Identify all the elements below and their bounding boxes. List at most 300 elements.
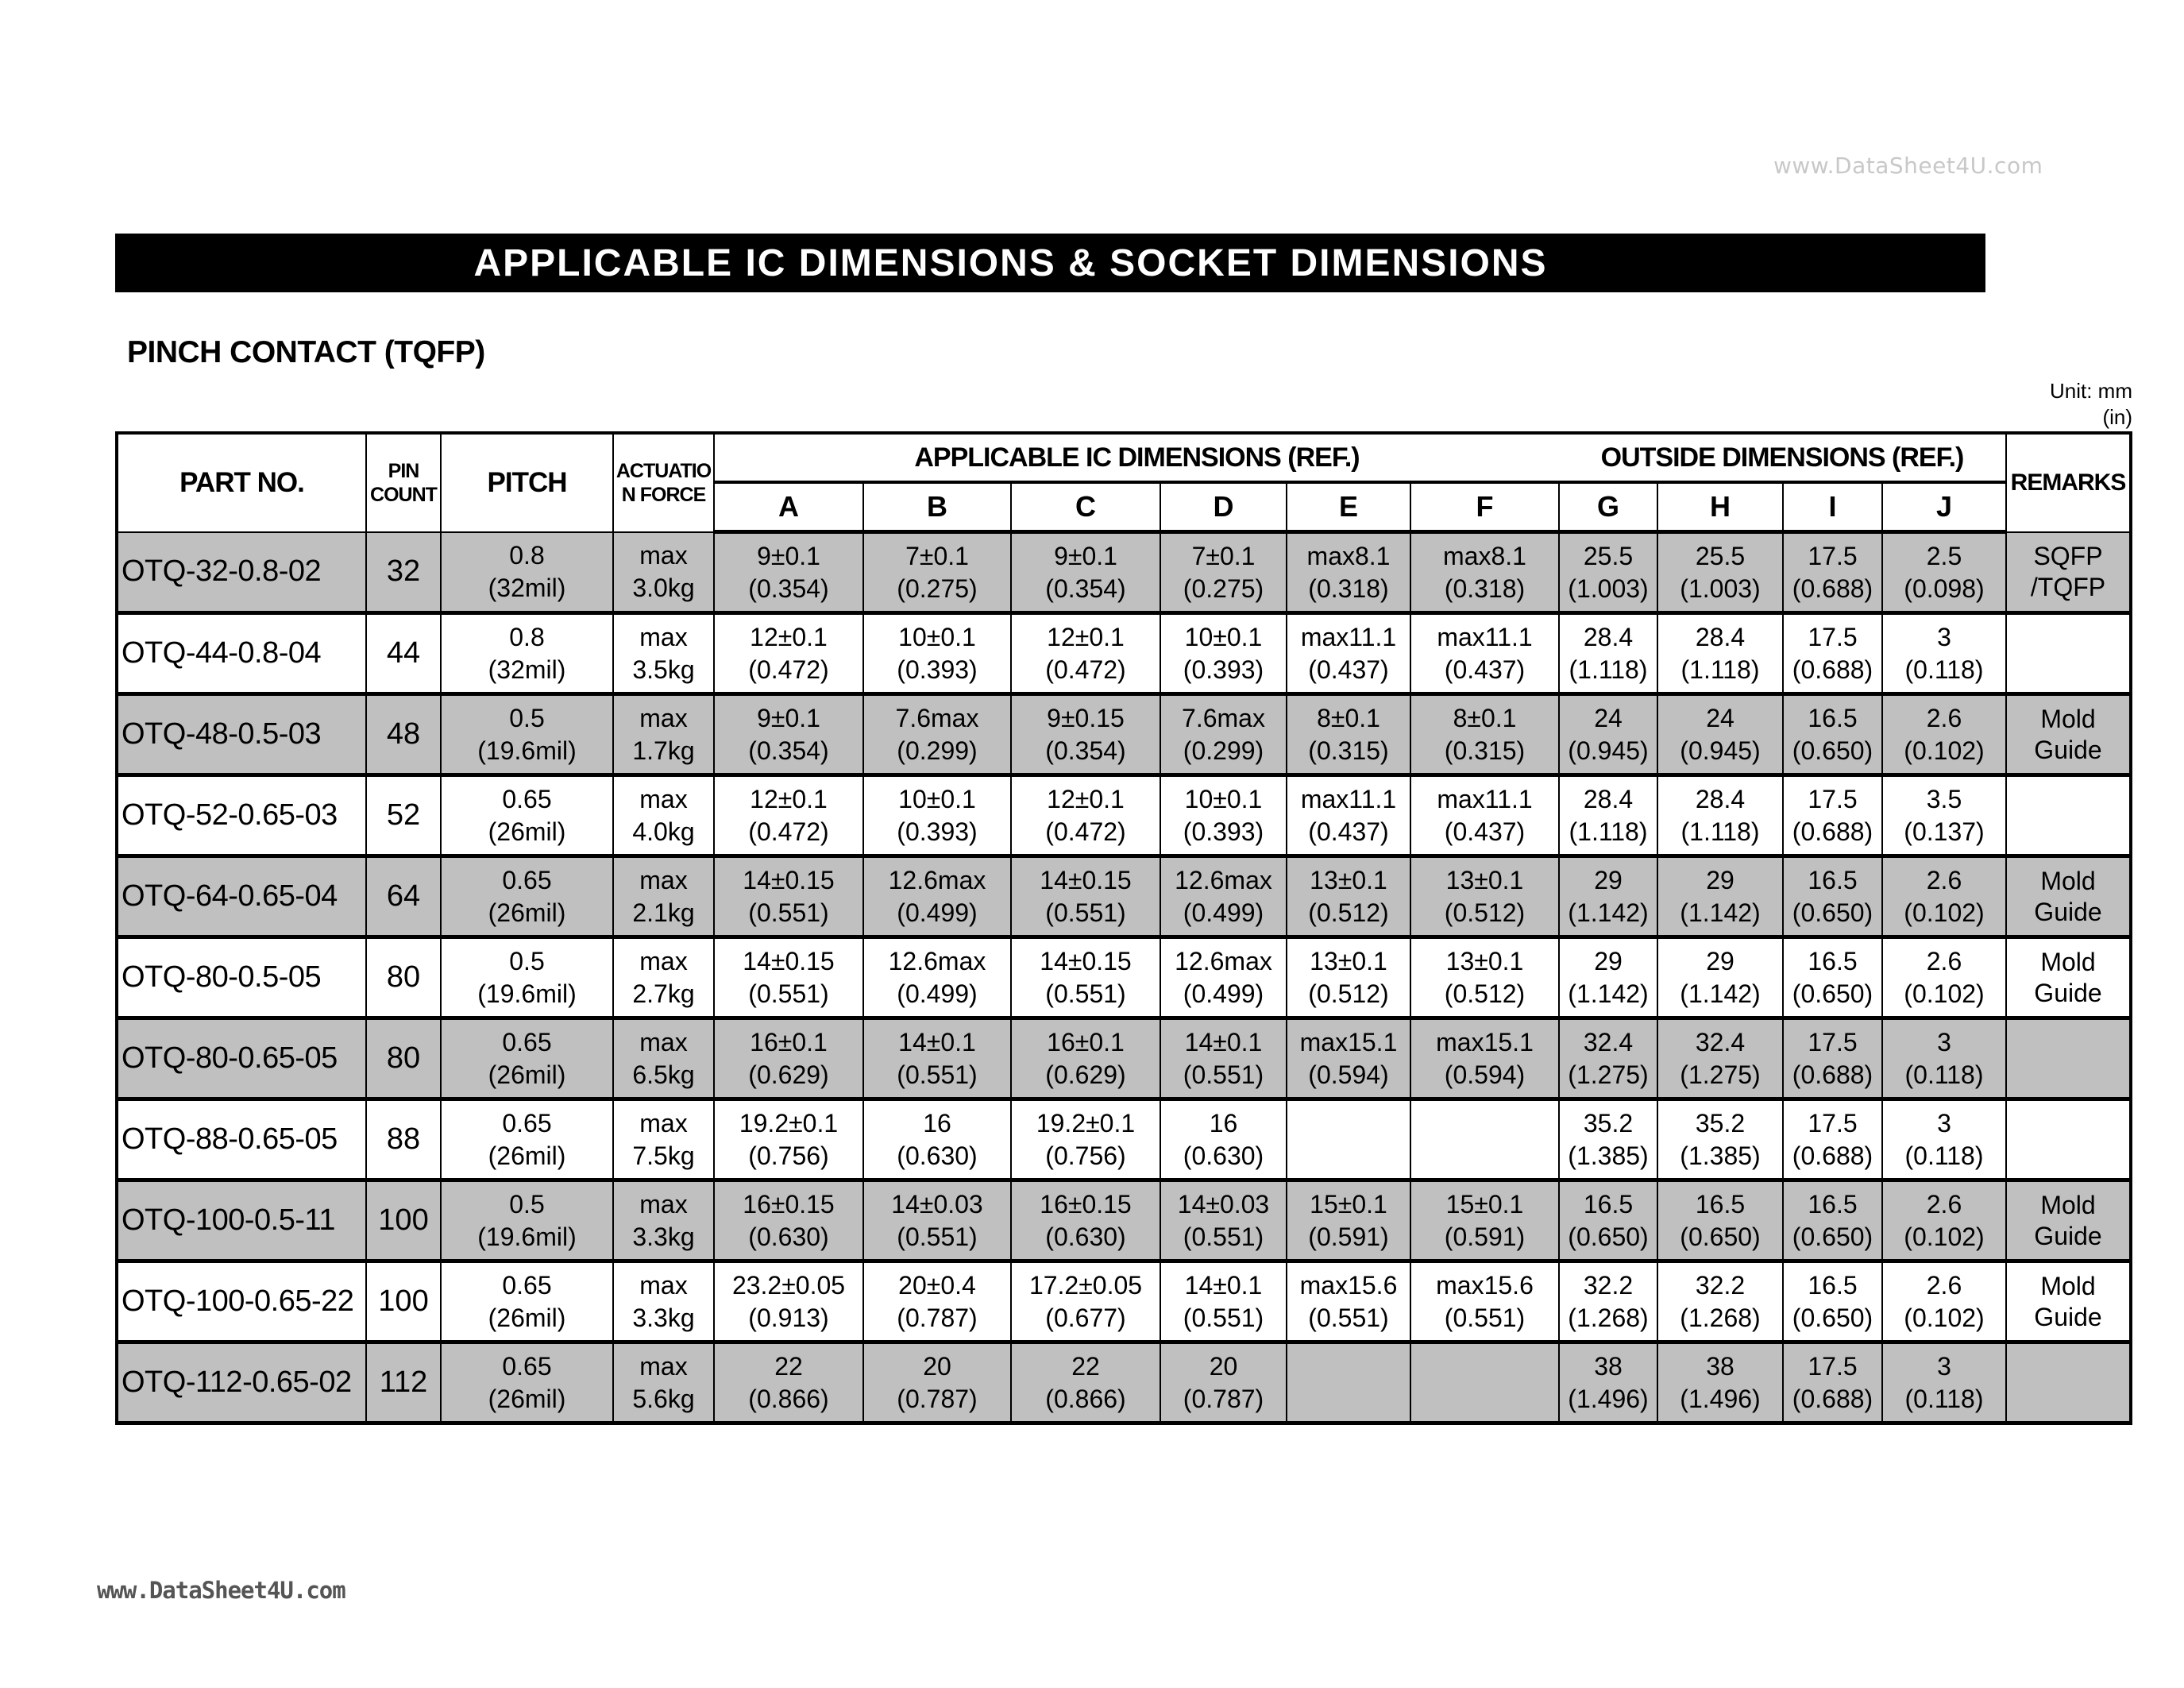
dim-f-cell (1410, 856, 1559, 937)
dim-i-cell-line: (0.650) (1792, 979, 1873, 1008)
dim-j-cell-line: (0.102) (1904, 898, 1985, 927)
dim-j-cell (1882, 1261, 2006, 1342)
dim-a-cell-line: (0.756) (748, 1141, 829, 1170)
table-row (117, 1261, 2131, 1342)
remarks-cell-line (2007, 1059, 2129, 1090)
dim-c-cell-line: (0.677) (1045, 1303, 1126, 1332)
actuation-force-cell (613, 937, 714, 1018)
dim-b-cell-line: 10±0.1 (898, 622, 976, 651)
dim-h-cell-line: 25.5 (1695, 541, 1746, 570)
pitch-cell-line: 0.65 (502, 865, 552, 894)
dim-d-cell (1160, 1261, 1287, 1342)
dim-h-cell (1657, 937, 1783, 1018)
watermark-bottom: www.DataSheet4U.com (97, 1577, 345, 1604)
dim-h-cell-line: 29 (1706, 946, 1734, 975)
remarks-cell (2006, 937, 2131, 1018)
dim-f-cell (1410, 1099, 1559, 1180)
table-row (117, 937, 2131, 1018)
dim-f-cell (1410, 775, 1559, 856)
dim-c-cell (1011, 532, 1160, 613)
dim-c-cell (1011, 1018, 1160, 1099)
dim-d-cell-line: 14±0.03 (1177, 1189, 1270, 1219)
pitch-cell (441, 1342, 613, 1423)
actuation-force-cell-line: 2.1kg (632, 898, 695, 927)
dim-f-cell-line: max11.1 (1437, 784, 1533, 813)
dim-j-cell-line: 3.5 (1926, 784, 1962, 813)
dim-g-cell-line: 24 (1594, 703, 1623, 732)
remarks-cell-line: /TQFP (2030, 572, 2106, 601)
remarks-cell (2006, 1018, 2131, 1099)
actuation-force-cell (613, 1180, 714, 1261)
dim-d-cell-line: (0.393) (1183, 817, 1264, 846)
pitch-cell-line: 0.5 (509, 1189, 545, 1219)
dim-j-cell (1882, 1018, 2006, 1099)
dim-h-cell-line: (1.118) (1680, 817, 1760, 846)
dim-g-cell (1559, 613, 1657, 694)
dim-b-cell-line: 20 (923, 1351, 951, 1381)
dim-j-cell-line: (0.118) (1904, 1384, 1984, 1413)
dim-f-cell-line: (0.318) (1444, 574, 1526, 603)
dim-j-cell (1882, 613, 2006, 694)
dim-e-cell-line: max11.1 (1300, 622, 1397, 651)
watermark-top: www.DataSheet4U.com (1773, 153, 2043, 179)
dim-j-cell (1882, 1342, 2006, 1423)
dim-d-cell-line: 14±0.1 (1184, 1270, 1263, 1300)
dim-f-cell (1410, 1018, 1559, 1099)
dim-i-cell-line: (0.650) (1792, 1222, 1873, 1251)
pitch-cell (441, 1261, 613, 1342)
unit-mm: Unit: mm (2050, 379, 2132, 403)
dim-a-cell (714, 1261, 863, 1342)
dim-i-cell-line: 17.5 (1808, 541, 1858, 570)
dim-a-cell-line: 22 (774, 1351, 803, 1381)
header-col-j: J (1882, 482, 2006, 532)
dim-e-cell-line: 8±0.1 (1317, 703, 1380, 732)
dim-d-cell-line: (0.551) (1183, 1060, 1264, 1089)
dim-h-cell-line: 24 (1706, 703, 1734, 732)
dim-b-cell-line: (0.393) (897, 655, 978, 684)
dim-b-cell (863, 1018, 1011, 1099)
dim-j-cell-line: 2.6 (1926, 946, 1962, 975)
pitch-cell (441, 1180, 613, 1261)
dim-d-cell-line: 12.6max (1175, 865, 1272, 894)
table-row (117, 694, 2131, 775)
remarks-cell-line: Mold (2040, 947, 2096, 976)
dim-b-cell-line: (0.630) (897, 1141, 978, 1170)
dim-g-cell-line: 35.2 (1583, 1108, 1634, 1138)
dim-g-cell-line: (1.496) (1568, 1384, 1649, 1413)
actuation-force-cell (613, 1261, 714, 1342)
dim-j-cell (1882, 856, 2006, 937)
dim-j-cell-line: 3 (1937, 1108, 1951, 1138)
dim-j-cell (1882, 937, 2006, 1018)
part-number-cell: OTQ-44-0.8-04 (117, 613, 366, 694)
dim-g-cell (1559, 1261, 1657, 1342)
dim-c-cell (1011, 856, 1160, 937)
remarks-cell-line (2007, 1383, 2129, 1414)
actuation-force-cell-line: 6.5kg (632, 1060, 695, 1089)
remarks-cell-line (2007, 1352, 2129, 1383)
dim-g-cell-line: 38 (1594, 1351, 1623, 1381)
actuation-force-cell-line: 7.5kg (632, 1141, 695, 1170)
dim-g-cell (1559, 1342, 1657, 1423)
dim-h-cell-line: (1.385) (1680, 1141, 1761, 1170)
dim-d-cell (1160, 532, 1287, 613)
dim-f-cell (1410, 937, 1559, 1018)
dim-c-cell-line: 14±0.15 (1040, 946, 1132, 975)
dim-e-cell-line: (0.437) (1308, 655, 1389, 684)
dim-i-cell (1783, 1018, 1882, 1099)
dim-i-cell (1783, 775, 1882, 856)
header-col-d: D (1160, 482, 1287, 532)
dim-b-cell-line: (0.551) (897, 1060, 978, 1089)
remarks-cell-line (2007, 654, 2129, 685)
dim-c-cell-line: 16±0.1 (1047, 1027, 1125, 1056)
actuation-force-cell-line: 3.3kg (632, 1222, 695, 1251)
dim-b-cell-line: (0.787) (897, 1384, 978, 1413)
dim-c-cell (1011, 1261, 1160, 1342)
dim-g-cell-line: 28.4 (1583, 784, 1634, 813)
header-col-i: I (1783, 482, 1882, 532)
dim-d-cell-line: (0.630) (1183, 1141, 1264, 1170)
table-row (117, 856, 2131, 937)
dim-c-cell-line: 9±0.15 (1047, 703, 1125, 732)
dim-e-cell-line: (0.437) (1308, 817, 1389, 846)
dim-j-cell (1882, 775, 2006, 856)
remarks-cell-line (2007, 785, 2129, 816)
remarks-cell-line: Guide (2034, 978, 2102, 1007)
dim-i-cell (1783, 937, 1882, 1018)
dim-e-cell-line: (0.512) (1308, 898, 1389, 927)
pin-count-cell: 100 (366, 1261, 441, 1342)
dim-b-cell (863, 856, 1011, 937)
pitch-cell-line: (32mil) (488, 655, 566, 684)
dim-a-cell (714, 1099, 863, 1180)
table-row (117, 532, 2131, 613)
actuation-force-cell (613, 694, 714, 775)
pin-count-cell: 112 (366, 1342, 441, 1423)
dim-d-cell-line: (0.393) (1183, 655, 1264, 684)
dim-j-cell-line: 3 (1937, 1027, 1951, 1056)
dim-a-cell (714, 937, 863, 1018)
actuation-force-cell-line: max (639, 1108, 688, 1138)
actuation-force-cell-line: max (639, 622, 688, 651)
dim-f-cell-line: 13±0.1 (1445, 946, 1524, 975)
dim-h-cell-line: (1.003) (1680, 574, 1761, 603)
dim-i-cell-line: 17.5 (1808, 784, 1858, 813)
dim-i-cell-line: (0.688) (1792, 817, 1873, 846)
pin-count-cell: 88 (366, 1099, 441, 1180)
dim-i-cell-line: 16.5 (1808, 865, 1858, 894)
dim-h-cell-line: 38 (1706, 1351, 1734, 1381)
dim-d-cell-line: 20 (1209, 1351, 1238, 1381)
dim-g-cell (1559, 1099, 1657, 1180)
dim-c-cell-line: 9±0.1 (1054, 541, 1117, 570)
dim-a-cell (714, 1180, 863, 1261)
dim-i-cell (1783, 1342, 1882, 1423)
dim-e-cell (1287, 1342, 1410, 1423)
actuation-force-cell (613, 1099, 714, 1180)
dim-b-cell (863, 775, 1011, 856)
dim-j-cell-line: (0.118) (1904, 1141, 1984, 1170)
dim-d-cell (1160, 856, 1287, 937)
table-row (117, 775, 2131, 856)
pin-count-cell: 80 (366, 937, 441, 1018)
pitch-cell (441, 1099, 613, 1180)
dim-e-cell-line: (0.551) (1308, 1303, 1389, 1332)
dim-d-cell-line: 12.6max (1175, 946, 1272, 975)
dim-e-cell (1287, 613, 1410, 694)
dim-j-cell-line: (0.102) (1904, 736, 1985, 765)
pitch-cell-line: 0.5 (509, 946, 545, 975)
dim-a-cell-line: 23.2±0.05 (731, 1270, 846, 1300)
dim-f-cell (1410, 613, 1559, 694)
dim-e-cell (1287, 1261, 1410, 1342)
pitch-cell-line: 0.5 (509, 703, 545, 732)
unit-in: (in) (2102, 405, 2132, 429)
dim-j-cell-line: 2.6 (1926, 865, 1962, 894)
dim-e-cell-line: (0.318) (1308, 574, 1389, 603)
pin-count-cell: 44 (366, 613, 441, 694)
dim-g-cell-line: (1.003) (1568, 574, 1649, 603)
actuation-force-cell-line: 3.0kg (632, 573, 695, 602)
header-actuation-force: ACTUATIO N FORCE (613, 433, 714, 532)
dim-c-cell-line: (0.866) (1045, 1384, 1126, 1413)
pitch-cell-line: (19.6mil) (477, 1222, 577, 1251)
part-number-cell: OTQ-80-0.5-05 (117, 937, 366, 1018)
dim-g-cell-line: 25.5 (1583, 541, 1634, 570)
dim-a-cell-line: (0.551) (748, 979, 829, 1008)
table-row (117, 613, 2131, 694)
dim-g-cell (1559, 694, 1657, 775)
dim-b-cell-line: (0.393) (897, 817, 978, 846)
dim-g-cell (1559, 1018, 1657, 1099)
dim-g-cell-line: (0.945) (1568, 736, 1649, 765)
dim-e-cell (1287, 1099, 1410, 1180)
dim-a-cell-line: 14±0.15 (743, 865, 835, 894)
dim-j-cell-line: (0.137) (1904, 817, 1985, 846)
header-part-no: PART NO. (117, 433, 366, 532)
dim-h-cell-line: (0.945) (1680, 736, 1761, 765)
dim-i-cell-line: (0.688) (1792, 1060, 1873, 1089)
dim-i-cell (1783, 1099, 1882, 1180)
dim-d-cell-line: (0.499) (1183, 979, 1264, 1008)
dim-b-cell-line: 7±0.1 (905, 541, 969, 570)
remarks-cell (2006, 1261, 2131, 1342)
pin-count-cell: 52 (366, 775, 441, 856)
dim-f-cell-line (1411, 1140, 1558, 1172)
dim-d-cell-line: 16 (1209, 1108, 1238, 1138)
header-remarks: REMARKS (2006, 433, 2131, 532)
dim-d-cell-line: (0.551) (1183, 1303, 1264, 1332)
actuation-force-cell-line: max (639, 1270, 688, 1300)
dim-b-cell (863, 694, 1011, 775)
table-row (117, 1099, 2131, 1180)
remarks-cell-line (2007, 623, 2129, 654)
dim-a-cell (714, 1018, 863, 1099)
dim-d-cell-line: (0.275) (1183, 574, 1264, 603)
dim-i-cell (1783, 1261, 1882, 1342)
dim-d-cell (1160, 775, 1287, 856)
dim-i-cell-line: 17.5 (1808, 1027, 1858, 1056)
page-banner (115, 234, 1985, 292)
remarks-cell (2006, 1342, 2131, 1423)
dim-i-cell-line: 17.5 (1808, 622, 1858, 651)
dim-e-cell-line: 13±0.1 (1310, 865, 1387, 894)
dim-b-cell-line: (0.299) (897, 736, 978, 765)
dim-e-cell-line: 15±0.1 (1310, 1189, 1387, 1219)
pitch-cell-line: (26mil) (488, 1303, 566, 1332)
dim-a-cell-line: (0.472) (748, 817, 829, 846)
header-col-b: B (863, 482, 1011, 532)
dim-i-cell (1783, 856, 1882, 937)
dim-b-cell-line: 14±0.03 (891, 1189, 983, 1219)
dim-f-cell (1410, 1180, 1559, 1261)
dim-j-cell-line: (0.098) (1904, 574, 1985, 603)
dim-h-cell (1657, 1099, 1783, 1180)
dim-h-cell-line: 28.4 (1695, 622, 1746, 651)
dim-f-cell-line: (0.437) (1444, 655, 1526, 684)
dim-i-cell-line: 16.5 (1808, 946, 1858, 975)
part-number-cell: OTQ-100-0.5-11 (117, 1180, 366, 1261)
dim-j-cell (1882, 1180, 2006, 1261)
dim-h-cell (1657, 856, 1783, 937)
dim-f-cell-line: (0.591) (1444, 1222, 1526, 1251)
dim-e-cell-line: 13±0.1 (1310, 946, 1387, 975)
pin-count-cell: 32 (366, 532, 441, 613)
dim-j-cell-line: 3 (1937, 622, 1951, 651)
dim-h-cell-line: 28.4 (1695, 784, 1746, 813)
dim-d-cell-line: (0.551) (1183, 1222, 1264, 1251)
actuation-force-cell (613, 1018, 714, 1099)
dim-c-cell-line: (0.756) (1045, 1141, 1126, 1170)
dim-d-cell-line: 14±0.1 (1184, 1027, 1263, 1056)
dim-f-cell (1410, 532, 1559, 613)
dim-a-cell (714, 532, 863, 613)
dim-b-cell-line: 14±0.1 (898, 1027, 976, 1056)
part-number-cell: OTQ-32-0.8-02 (117, 532, 366, 613)
dim-c-cell-line: 17.2±0.05 (1028, 1270, 1143, 1300)
dim-d-cell (1160, 613, 1287, 694)
dim-j-cell (1882, 694, 2006, 775)
table-row (117, 1180, 2131, 1261)
pitch-cell (441, 694, 613, 775)
dim-g-cell-line: 28.4 (1583, 622, 1634, 651)
dim-f-cell (1410, 1342, 1559, 1423)
dim-b-cell (863, 532, 1011, 613)
dim-f-cell-line: max15.6 (1436, 1270, 1534, 1300)
header-col-e: E (1287, 482, 1410, 532)
header-outside-dimensions: OUTSIDE DIMENSIONS (REF.) (1559, 433, 2006, 482)
part-number-cell: OTQ-88-0.65-05 (117, 1099, 366, 1180)
dim-f-cell-line: (0.437) (1444, 817, 1526, 846)
dim-b-cell-line: 7.6max (895, 703, 979, 732)
actuation-force-cell-line: max (639, 1027, 688, 1056)
dim-f-cell-line: (0.551) (1444, 1303, 1526, 1332)
dim-g-cell (1559, 937, 1657, 1018)
part-number-cell: OTQ-52-0.65-03 (117, 775, 366, 856)
dim-a-cell-line: 16±0.1 (750, 1027, 828, 1056)
header-col-a: A (714, 482, 863, 532)
dim-c-cell-line: (0.551) (1045, 979, 1126, 1008)
dim-j-cell (1882, 532, 2006, 613)
actuation-force-cell-line: 3.5kg (632, 655, 695, 684)
dim-f-cell-line (1411, 1107, 1558, 1140)
dim-d-cell-line: (0.499) (1183, 898, 1264, 927)
pitch-cell (441, 856, 613, 937)
dim-i-cell-line: 16.5 (1808, 703, 1858, 732)
pitch-cell-line: 0.65 (502, 1027, 552, 1056)
dim-b-cell-line: 16 (923, 1108, 951, 1138)
remarks-cell (2006, 856, 2131, 937)
dim-b-cell-line: (0.499) (897, 979, 978, 1008)
dim-i-cell-line: 16.5 (1808, 1189, 1858, 1219)
pitch-cell (441, 613, 613, 694)
actuation-force-cell-line: max (639, 784, 688, 813)
dim-e-cell-line: max11.1 (1300, 784, 1397, 813)
dim-f-cell-line: max15.1 (1436, 1027, 1534, 1056)
dim-a-cell-line: (0.354) (748, 736, 829, 765)
remarks-cell (2006, 613, 2131, 694)
dim-i-cell-line: (0.650) (1792, 736, 1873, 765)
pitch-cell (441, 775, 613, 856)
remarks-cell-line: Guide (2034, 1302, 2102, 1331)
dim-e-cell-line: max15.6 (1299, 1270, 1398, 1300)
dim-b-cell-line: 20±0.4 (898, 1270, 976, 1300)
header-pin-count: PIN COUNT (366, 433, 441, 532)
dim-i-cell-line: (0.650) (1792, 1303, 1873, 1332)
dim-e-cell (1287, 937, 1410, 1018)
dim-h-cell-line: (1.268) (1680, 1303, 1761, 1332)
actuation-force-cell (613, 856, 714, 937)
dim-d-cell (1160, 694, 1287, 775)
dim-f-cell-line: (0.512) (1444, 979, 1526, 1008)
dim-g-cell-line: (1.385) (1568, 1141, 1649, 1170)
table-row (117, 1342, 2131, 1423)
dim-e-cell (1287, 532, 1410, 613)
dim-e-cell-line: (0.594) (1308, 1060, 1389, 1089)
dim-f-cell-line: 8±0.1 (1453, 703, 1517, 732)
dim-b-cell (863, 613, 1011, 694)
remarks-cell (2006, 775, 2131, 856)
remarks-cell-line (2007, 816, 2129, 847)
dim-a-cell-line: 14±0.15 (743, 946, 835, 975)
dim-c-cell-line: (0.354) (1045, 574, 1126, 603)
part-number-cell: OTQ-80-0.65-05 (117, 1018, 366, 1099)
dim-g-cell-line: (1.275) (1568, 1060, 1649, 1089)
dim-j-cell-line: 2.6 (1926, 1270, 1962, 1300)
dim-a-cell-line: 9±0.1 (757, 541, 820, 570)
dim-b-cell-line: 12.6max (888, 865, 986, 894)
remarks-cell (2006, 1099, 2131, 1180)
table-row (117, 1018, 2131, 1099)
dim-a-cell-line: (0.472) (748, 655, 829, 684)
dim-g-cell-line: 16.5 (1583, 1189, 1634, 1219)
dim-h-cell-line: (1.496) (1680, 1384, 1761, 1413)
dim-a-cell (714, 694, 863, 775)
part-number-cell: OTQ-48-0.5-03 (117, 694, 366, 775)
remarks-cell (2006, 1180, 2131, 1261)
pitch-cell-line: (26mil) (488, 898, 566, 927)
dim-a-cell (714, 1342, 863, 1423)
dim-f-cell-line: 15±0.1 (1445, 1189, 1524, 1219)
dim-g-cell-line: (1.142) (1568, 979, 1649, 1008)
dim-b-cell (863, 1342, 1011, 1423)
dim-a-cell-line: (0.866) (748, 1384, 829, 1413)
dim-g-cell (1559, 775, 1657, 856)
pitch-cell-line: 0.8 (509, 622, 545, 651)
dim-j-cell (1882, 1099, 2006, 1180)
